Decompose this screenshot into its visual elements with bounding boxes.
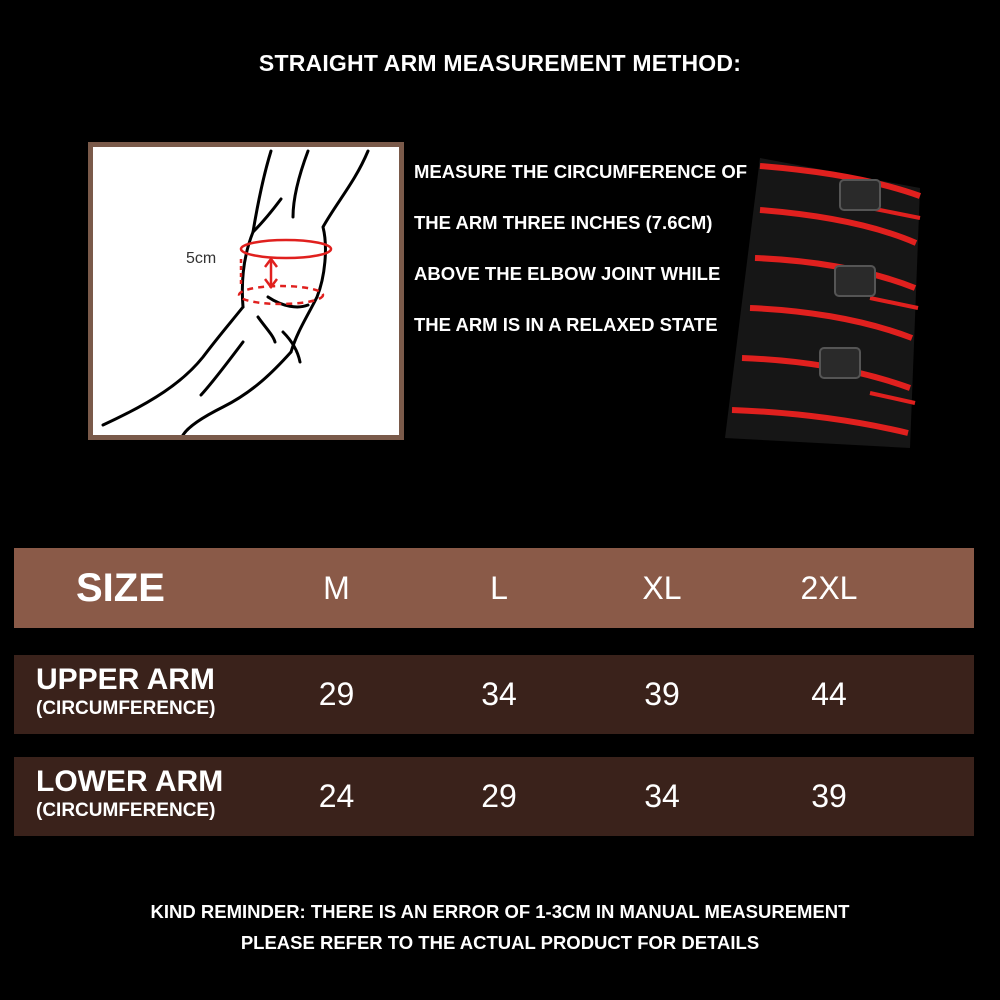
row-label-sub: (CIRCUMFERENCE) — [36, 800, 216, 821]
arm-measurement-illustration — [88, 142, 404, 440]
size-header-row — [14, 548, 974, 628]
table-cell: 29 — [318, 676, 355, 712]
size-header-cell: 2XL — [800, 569, 858, 606]
table-cell: 44 — [811, 676, 847, 712]
reminder-line-2: PLEASE REFER TO THE ACTUAL PRODUCT FOR DETAILS — [240, 932, 760, 953]
row-label — [36, 765, 223, 823]
measure-label: 5cm — [186, 250, 217, 267]
size-header-cell: XL — [642, 569, 682, 606]
page-title: STRAIGHT ARM MEASUREMENT METHOD: — [258, 50, 742, 76]
table-cell: 29 — [481, 778, 517, 814]
table-cell: 39 — [811, 778, 847, 814]
size-header-label: SIZE — [76, 565, 165, 610]
table-cell: 24 — [318, 778, 355, 814]
instruction-line: ABOVE THE ELBOW JOINT WHILE — [414, 263, 721, 284]
instruction-line: THE ARM IS IN A RELAXED STATE — [414, 314, 718, 335]
row-label-main: UPPER ARM — [36, 663, 215, 696]
row-label — [36, 663, 215, 721]
table-cell: 34 — [481, 676, 517, 712]
row-label-main: LOWER ARM — [36, 765, 224, 798]
instruction-line: THE ARM THREE INCHES (7.6CM) — [414, 212, 713, 233]
row-label-sub: (CIRCUMFERENCE) — [36, 698, 216, 719]
arm-sleeve-product-image — [720, 148, 930, 448]
size-header-cell: L — [490, 569, 508, 606]
table-cell: 34 — [644, 778, 680, 814]
reminder-line-1: KIND REMINDER: THERE IS AN ERROR OF 1-3CM IN MANUAL MEASUREMENT — [150, 901, 850, 922]
size-header-cell: M — [323, 569, 350, 606]
arm-measurement-diagram-icon — [93, 147, 399, 435]
arm-sleeve-product-icon — [720, 148, 930, 448]
table-row-upper-arm — [14, 655, 974, 734]
table-row-lower-arm — [14, 757, 974, 836]
instruction-line: MEASURE THE CIRCUMFERENCE OF — [414, 161, 748, 182]
table-cell: 39 — [644, 676, 680, 712]
